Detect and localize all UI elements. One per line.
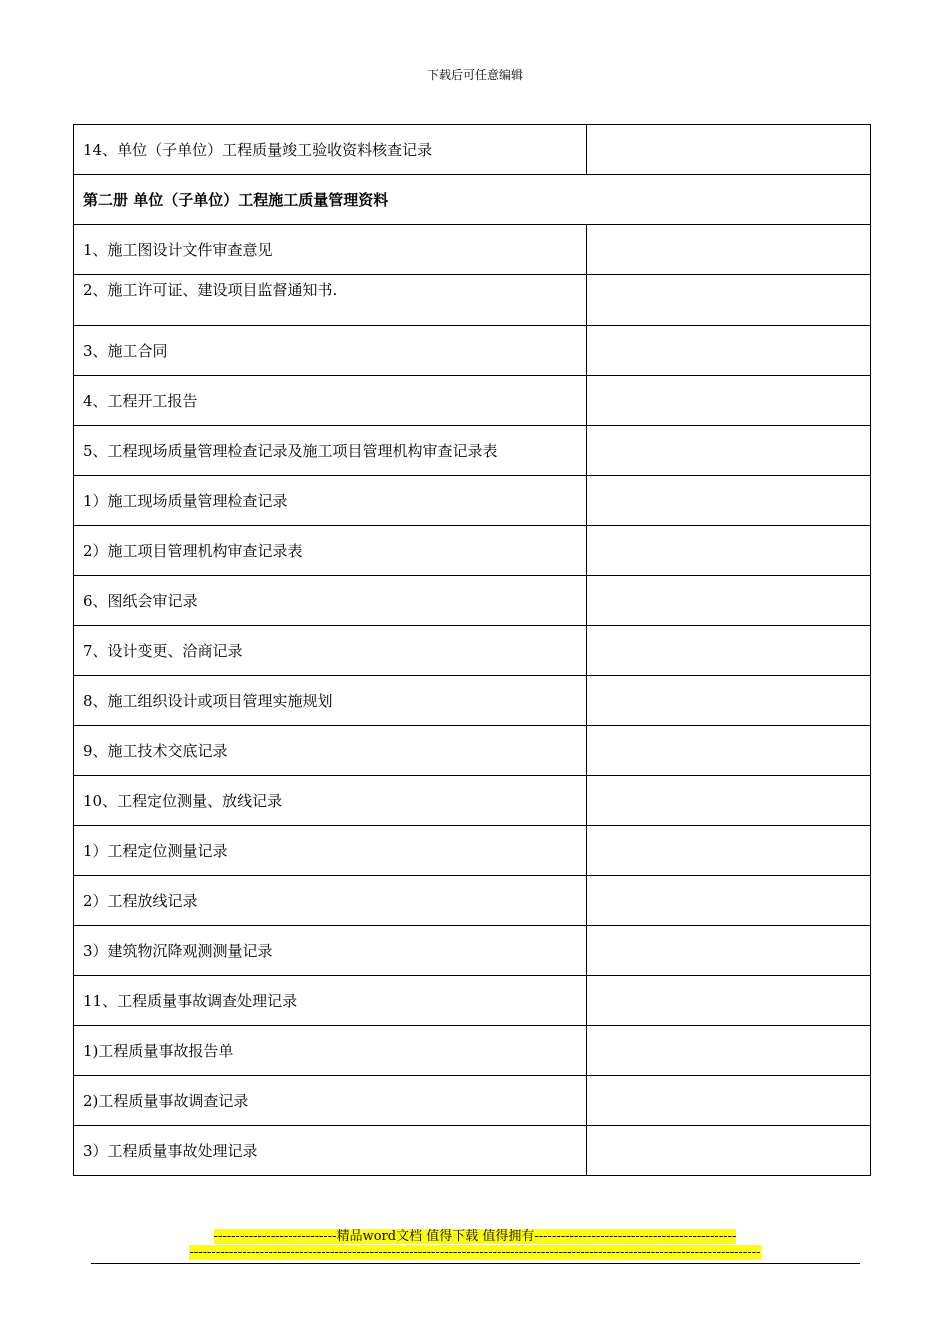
item-label: 6、图纸会审记录 <box>74 576 587 626</box>
footer-banner-dashes: ---------------------------------------------------------------------------------------------------------------------------------- <box>189 1245 761 1260</box>
item-label: 10、工程定位测量、放线记录 <box>74 776 587 826</box>
table-row <box>74 275 871 326</box>
item-value <box>587 976 871 1026</box>
footer-banner-line2 <box>0 1245 950 1261</box>
item-value <box>587 326 871 376</box>
section-title: 第二册 单位（子单位）工程施工质量管理资料 <box>74 175 871 225</box>
item-label: 7、设计变更、洽商记录 <box>74 626 587 676</box>
table-row <box>74 826 871 876</box>
item-value <box>587 125 871 175</box>
table-row <box>74 526 871 576</box>
item-value <box>587 576 871 626</box>
item-value <box>587 876 871 926</box>
item-value <box>587 1076 871 1126</box>
table-row <box>74 326 871 376</box>
item-label: 2、施工许可证、建设项目监督通知书. <box>74 275 587 326</box>
document-table <box>73 124 871 1176</box>
table-row <box>74 426 871 476</box>
item-value <box>587 776 871 826</box>
item-value <box>587 376 871 426</box>
item-label: 1)工程质量事故报告单 <box>74 1026 587 1076</box>
table-row <box>74 576 871 626</box>
item-value <box>587 1026 871 1076</box>
footer-banner-text: ----------------------------精品word文档 值得下载 值得拥有---------------------------------------------- <box>213 1229 737 1244</box>
item-value <box>587 676 871 726</box>
item-label: 3）建筑物沉降观测测量记录 <box>74 926 587 976</box>
item-value <box>587 726 871 776</box>
footer-banner-line1 <box>0 1229 950 1245</box>
item-label: 1、施工图设计文件审查意见 <box>74 225 587 275</box>
item-label: 2）工程放线记录 <box>74 876 587 926</box>
table-row <box>74 876 871 926</box>
table-row <box>74 976 871 1026</box>
table-row <box>74 1076 871 1126</box>
item-label: 9、施工技术交底记录 <box>74 726 587 776</box>
table-row <box>74 926 871 976</box>
item-value <box>587 275 871 326</box>
item-label: 3、施工合同 <box>74 326 587 376</box>
item-value <box>587 526 871 576</box>
item-label: 4、工程开工报告 <box>74 376 587 426</box>
item-label: 3）工程质量事故处理记录 <box>74 1126 587 1176</box>
item-value <box>587 1126 871 1176</box>
page-header: 下载后可任意编辑 <box>426 68 523 82</box>
item-value <box>587 476 871 526</box>
table-row <box>74 676 871 726</box>
item-label: 1）施工现场质量管理检查记录 <box>74 476 587 526</box>
item-value <box>587 426 871 476</box>
table-row <box>74 726 871 776</box>
item-value <box>587 626 871 676</box>
table-row <box>74 376 871 426</box>
table-row <box>74 476 871 526</box>
item-label: 11、工程质量事故调查处理记录 <box>74 976 587 1026</box>
item-value <box>587 926 871 976</box>
item-value <box>587 826 871 876</box>
section-row <box>74 175 871 225</box>
table-row <box>74 1026 871 1076</box>
item-value <box>587 225 871 275</box>
item-label: 14、单位（子单位）工程质量竣工验收资料核查记录 <box>74 125 587 175</box>
table-row <box>74 125 871 175</box>
table-row <box>74 776 871 826</box>
item-label: 1）工程定位测量记录 <box>74 826 587 876</box>
table-row <box>74 626 871 676</box>
item-label: 8、施工组织设计或项目管理实施规划 <box>74 676 587 726</box>
table-row <box>74 225 871 275</box>
table-row <box>74 1126 871 1176</box>
footer-divider <box>91 1263 860 1264</box>
item-label: 2)工程质量事故调查记录 <box>74 1076 587 1126</box>
item-label: 2）施工项目管理机构审查记录表 <box>74 526 587 576</box>
item-label: 5、工程现场质量管理检查记录及施工项目管理机构审查记录表 <box>74 426 587 476</box>
